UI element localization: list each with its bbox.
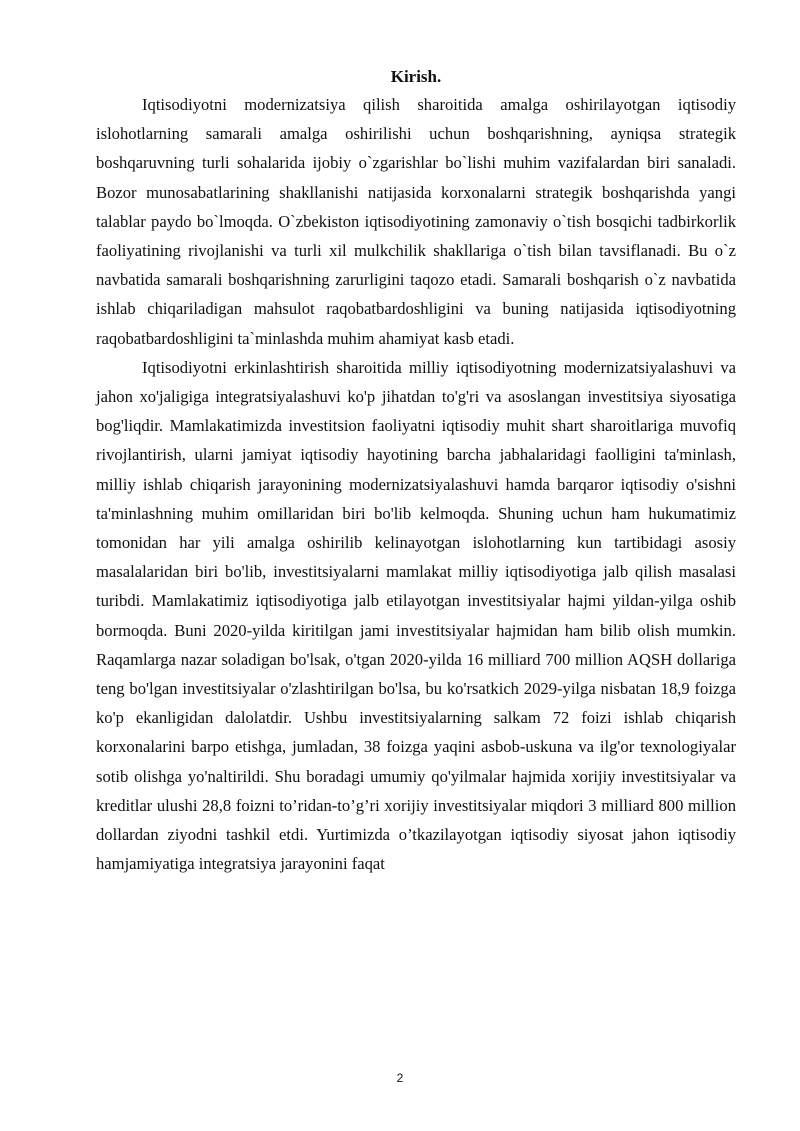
page-content [96, 64, 736, 878]
paragraph-intro: Iqtisodiyotni modernizatsiya qilish sharoitida amalga oshirilayotgan iqtisodiy islohotlarning samarali amalga oshirilishi uchun boshqarishning, ayniqsa strategik boshqaruvning turli sohalarida ijobiy o`zgarishlar bo`lishi muhim vazifalardan biri sanaladi. Bozor munosabatlarining shakllanishi natijasida korxonalarni strategik boshqarishda yangi talablar paydo bo`lmoqda. O`zbekiston iqtisodiyotining zamonaviy o`tish bosqichi tadbirkorlik faoliyatining rivojlanishi va turli xil mulkchilik shakllariga o`tish bilan tavsiflanadi. Bu o`z navbatida samarali boshqarishning zarurligini taqozo etadi. Samarali boshqarish o`z navbatida ishlab chiqariladigan mahsulot raqobatbardoshligini va buning natijasida iqtisodiyotning raqobatbardoshligini ta`minlashda muhim ahamiyat kasb etadi. [96, 95, 736, 348]
page-number: 2 [396, 1071, 404, 1085]
paragraph-investment: Iqtisodiyotni erkinlashtirish sharoitida milliy iqtisodiyotning modernizatsiyalashuvi va jahon xo'jaligiga integratsiyalashuvi ko'p jihatdan to'g'ri va asoslangan investitsiya siyosatiga bog'liqdir. Mamlakatimizda investitsion faoliyatni iqtisodiy muhit shart sharoitlariga muvofiq rivojlantirish, ularni jamiyat iqtisodiy hayotining barcha jabhalaridagi faolligini ta'minlash, milliy ishlab chiqarish jarayonining modernizatsiyalashuvi hamda barqaror iqtisodiy o'sishni ta'minlashning muhim omillaridan biri bo'lib kelmoqda. Shuning uchun ham hukumatimiz tomonidan har yili amalga oshirilib kelinayotgan islohotlarning kun tartibidagi asosiy masalalaridan biri bo'lib, investitsiyalarni mamlakat milliy iqtisodiyotiga jalb qilish masalasi turibdi. Mamlakatimiz iqtisodiyotiga jalb etilayotgan investitsiyalar hajmi yildan-yilga oshib bormoqda. Buni 2020-yilda kiritilgan jami investitsiyalar hajmidan ham bilib olish mumkin. Raqamlarga nazar soladigan bo'lsak, o'tgan 2020-yilda 16 milliard 700 million AQSH dollariga teng bo'lgan investitsiyalar o'zlashtirilgan bo'lsa, bu ko'rsatkich 2029-yilga nisbatan 18,9 foizga ko'p ekanligidan dalolatdir. Ushbu investitsiyalarning salkam 72 foizi ishlab chiqarish korxonalarini barpo etishga, jumladan, 38 foizga yaqini asbob-uskuna va ilg'or texnologiyalar sotib olishga yo'naltirildi. Shu boradagi umumiy qo'yilmalar hajmida xorijiy investitsiyalar va kreditlar ulushi 28,8 foizni to’ridan-to’g’ri xorijiy investitsiyalar miqdori 3 milliard 800 million dollardan ziyodni tashkil etdi. Yurtimizda o’tkazilayotgan iqtisodiy siyosat jahon iqtisodiy hamjamiyatiga integratsiya jarayonini faqat [96, 357, 736, 874]
section-title: Kirish. [390, 67, 442, 86]
